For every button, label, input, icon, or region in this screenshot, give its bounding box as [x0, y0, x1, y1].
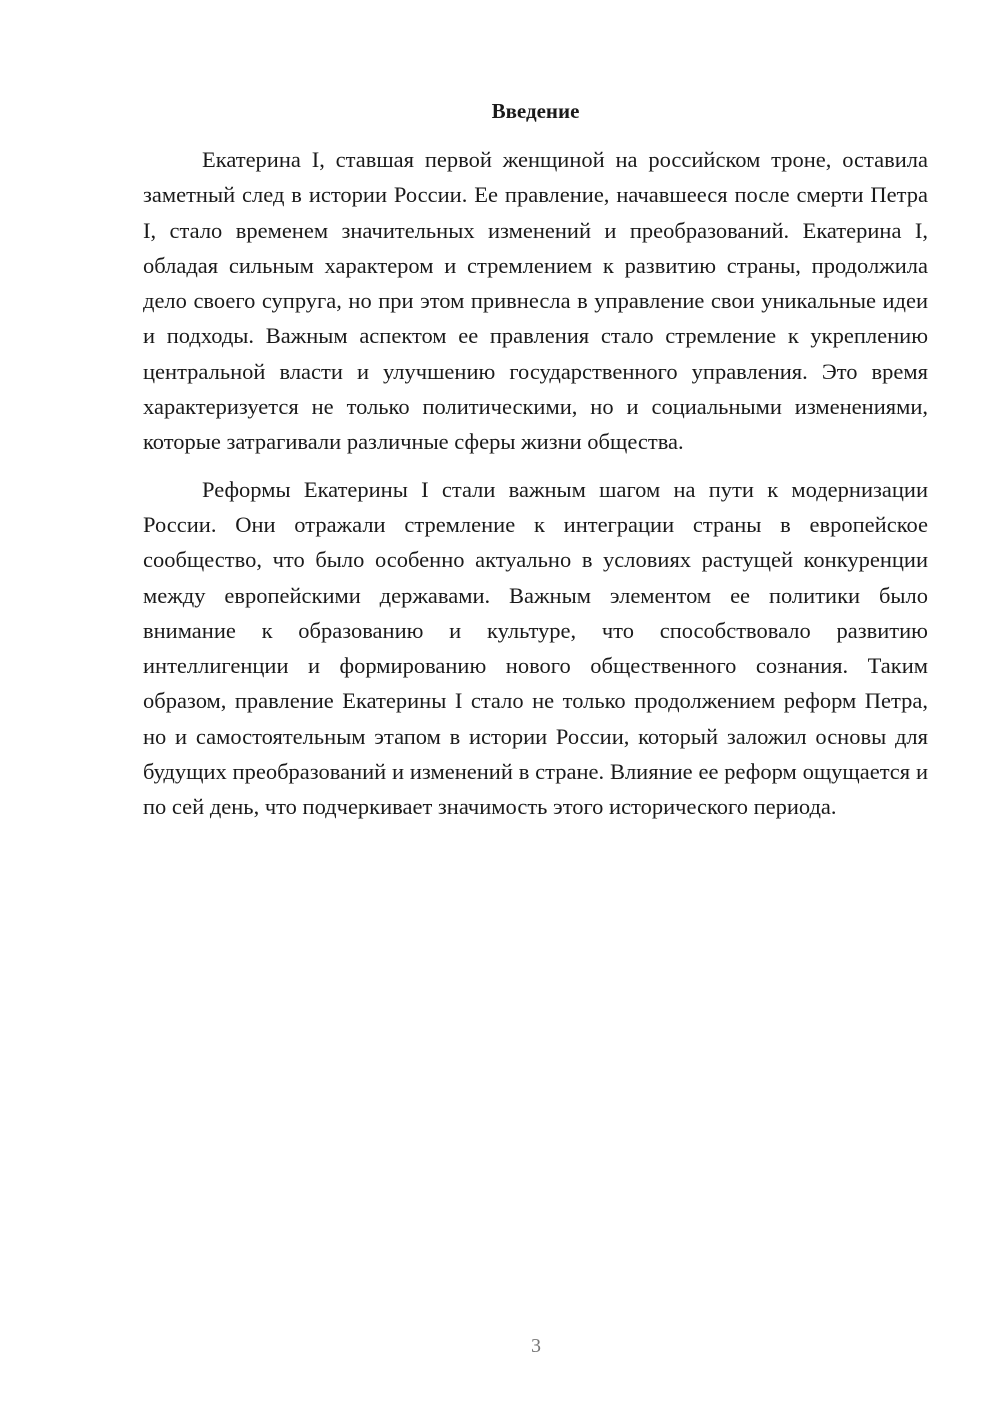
page-content — [143, 96, 928, 825]
page-number: 3 — [531, 1335, 541, 1357]
paragraph-1: Екатерина I, ставшая первой женщиной на российском троне, оставила заметный след в истории России. Ее правление, начавшееся после смерти Петра I, стало временем значительных изменений и преобразований. Екатерина I, обладая сильным характером и стремлением к развитию страны, продолжила дело своего супруга, но при этом привнесла в управление свои уникальные идеи и подходы. Важным аспектом ее правления стало стремление к укреплению центральной власти и улучшению государственного управления. Это время характеризуется не только политическими, но и социальными изменениями, которые затрагивали различные сферы жизни общества. — [143, 147, 928, 455]
section-heading: Введение — [491, 99, 580, 123]
paragraph-2: Реформы Екатерины I стали важным шагом на пути к модернизации России. Они отражали стремление к интеграции страны в европейское сообщество, что было особенно актуально в условиях растущей конкуренции между европейскими державами. Важным элементом ее политики было внимание к образованию и культуре, что способствовало развитию интеллигенции и формированию нового общественного сознания. Таким образом, правление Екатерины I стало не только продолжением реформ Петра, но и самостоятельным этапом в истории России, который заложил основы для будущих преобразований и изменений в стране. Влияние ее реформ ощущается и по сей день, что подчеркивает значимость этого исторического периода. — [143, 476, 928, 820]
